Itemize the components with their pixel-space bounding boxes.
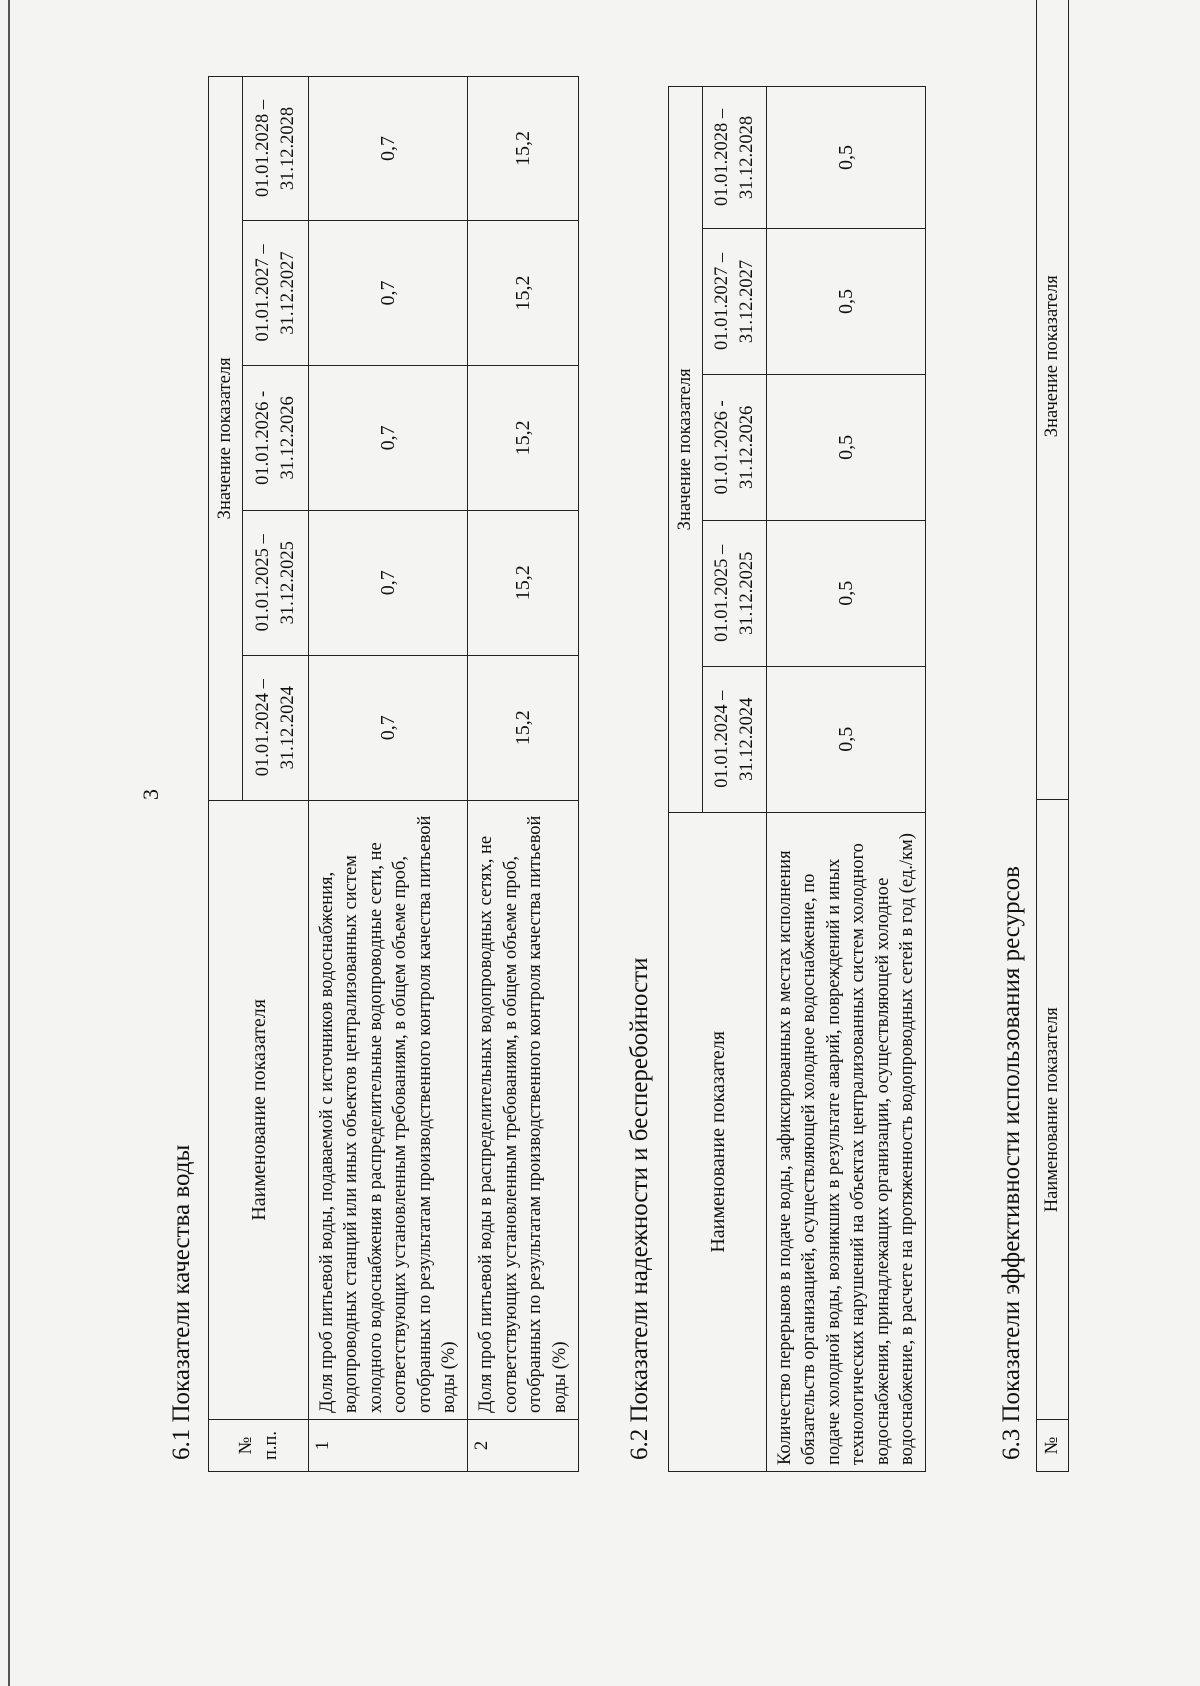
indicator-value: 15,2 bbox=[468, 365, 579, 510]
header-indicator-value: Значение показателя bbox=[1037, 0, 1069, 800]
section-title-6-1: 6.1 Показатели качества воды bbox=[168, 1144, 195, 1460]
resource-efficiency-table bbox=[1036, 0, 1069, 1472]
period-header: 01.01.2026 - 31.12.2026 bbox=[243, 365, 309, 510]
section-title-6-3: 6.3 Показатели эффективности использования ресурсов bbox=[998, 866, 1025, 1460]
section-title-6-2: 6.2 Показатели надежности и бесперебойности bbox=[626, 957, 653, 1460]
indicator-value: 15,2 bbox=[468, 220, 579, 365]
header-indicator-value: Значение показателя bbox=[669, 87, 703, 813]
period-header: 01.01.2028 – 31.12.2028 bbox=[703, 87, 767, 229]
header-row-number: № п.п. bbox=[209, 1420, 309, 1472]
period-header: 01.01.2028 – 31.12.2028 bbox=[243, 77, 309, 221]
period-header: 01.01.2026 - 31.12.2026 bbox=[703, 374, 767, 520]
water-quality-table bbox=[208, 76, 579, 1472]
period-header: 01.01.2027 – 31.12.2027 bbox=[243, 220, 309, 365]
indicator-value: 0,7 bbox=[309, 510, 468, 655]
indicator-value: 15,2 bbox=[468, 510, 579, 655]
reliability-table bbox=[668, 86, 926, 1472]
indicator-value: 15,2 bbox=[468, 655, 579, 800]
period-header: 01.01.2027 – 31.12.2027 bbox=[703, 228, 767, 374]
header-indicator-name: Наименование показателя bbox=[1037, 800, 1069, 1420]
header-indicator-name: Наименование показателя bbox=[209, 800, 309, 1419]
indicator-value: 0,7 bbox=[309, 220, 468, 365]
header-row-number: № bbox=[1037, 1420, 1069, 1472]
row-number: 2 bbox=[468, 1420, 579, 1472]
indicator-value: 0,7 bbox=[309, 365, 468, 510]
indicator-value: 0,5 bbox=[767, 374, 926, 520]
page-margin-line bbox=[8, 0, 10, 1686]
indicator-value: 0,5 bbox=[767, 228, 926, 374]
row-number: 1 bbox=[309, 1420, 468, 1472]
period-header: 01.01.2025 – 31.12.2025 bbox=[703, 520, 767, 666]
header-indicator-name: Наименование показателя bbox=[669, 812, 767, 1471]
table-row bbox=[309, 77, 468, 1472]
table-row bbox=[468, 77, 579, 1472]
indicator-value: 0,7 bbox=[309, 77, 468, 221]
indicator-value: 0,5 bbox=[767, 666, 926, 812]
indicator-value: 0,7 bbox=[309, 655, 468, 800]
table-row bbox=[767, 87, 926, 1472]
indicator-name: Количество перерывов в подаче воды, зафиксированных в местах исполнения обязательств организацией, осуществляющей холодное водоснабжение, по подаче холодной воды, возникших в результате аварий, повреждений и иных технологических нарушений на объектах централизованных систем холодного водоснабжения, принадлежащих организации, осуществляющей холодное водоснабжение, в расчете на протяженность водопроводных сетей в год (ед./км) bbox=[767, 812, 926, 1471]
indicator-name: Доля проб питьевой воды в распределительных водопроводных сетях, не соответствующих установленным требованиям, в общем объеме проб, отобранных по результатам производственного контроля качества питьевой воды (%) bbox=[468, 800, 579, 1419]
rotated-document-content bbox=[168, 50, 1098, 1610]
header-indicator-value: Значение показателя bbox=[209, 77, 243, 801]
period-header: 01.01.2024 – 31.12.2024 bbox=[703, 666, 767, 812]
indicator-name: Доля проб питьевой воды, подаваемой с источников водоснабжения, водопроводных станций или иных объектов централизованных систем холодного водоснабжения в распределительные водопроводные сети, не соответствующих установленным требованиям, в общем объеме проб, отобранных по результатам производственного контроля качества питьевой воды (%) bbox=[309, 800, 468, 1419]
indicator-value: 15,2 bbox=[468, 77, 579, 221]
indicator-value: 0,5 bbox=[767, 520, 926, 666]
page-number: 3 bbox=[138, 789, 163, 800]
period-header: 01.01.2024 – 31.12.2024 bbox=[243, 655, 309, 800]
indicator-value: 0,5 bbox=[767, 87, 926, 229]
period-header: 01.01.2025 – 31.12.2025 bbox=[243, 510, 309, 655]
